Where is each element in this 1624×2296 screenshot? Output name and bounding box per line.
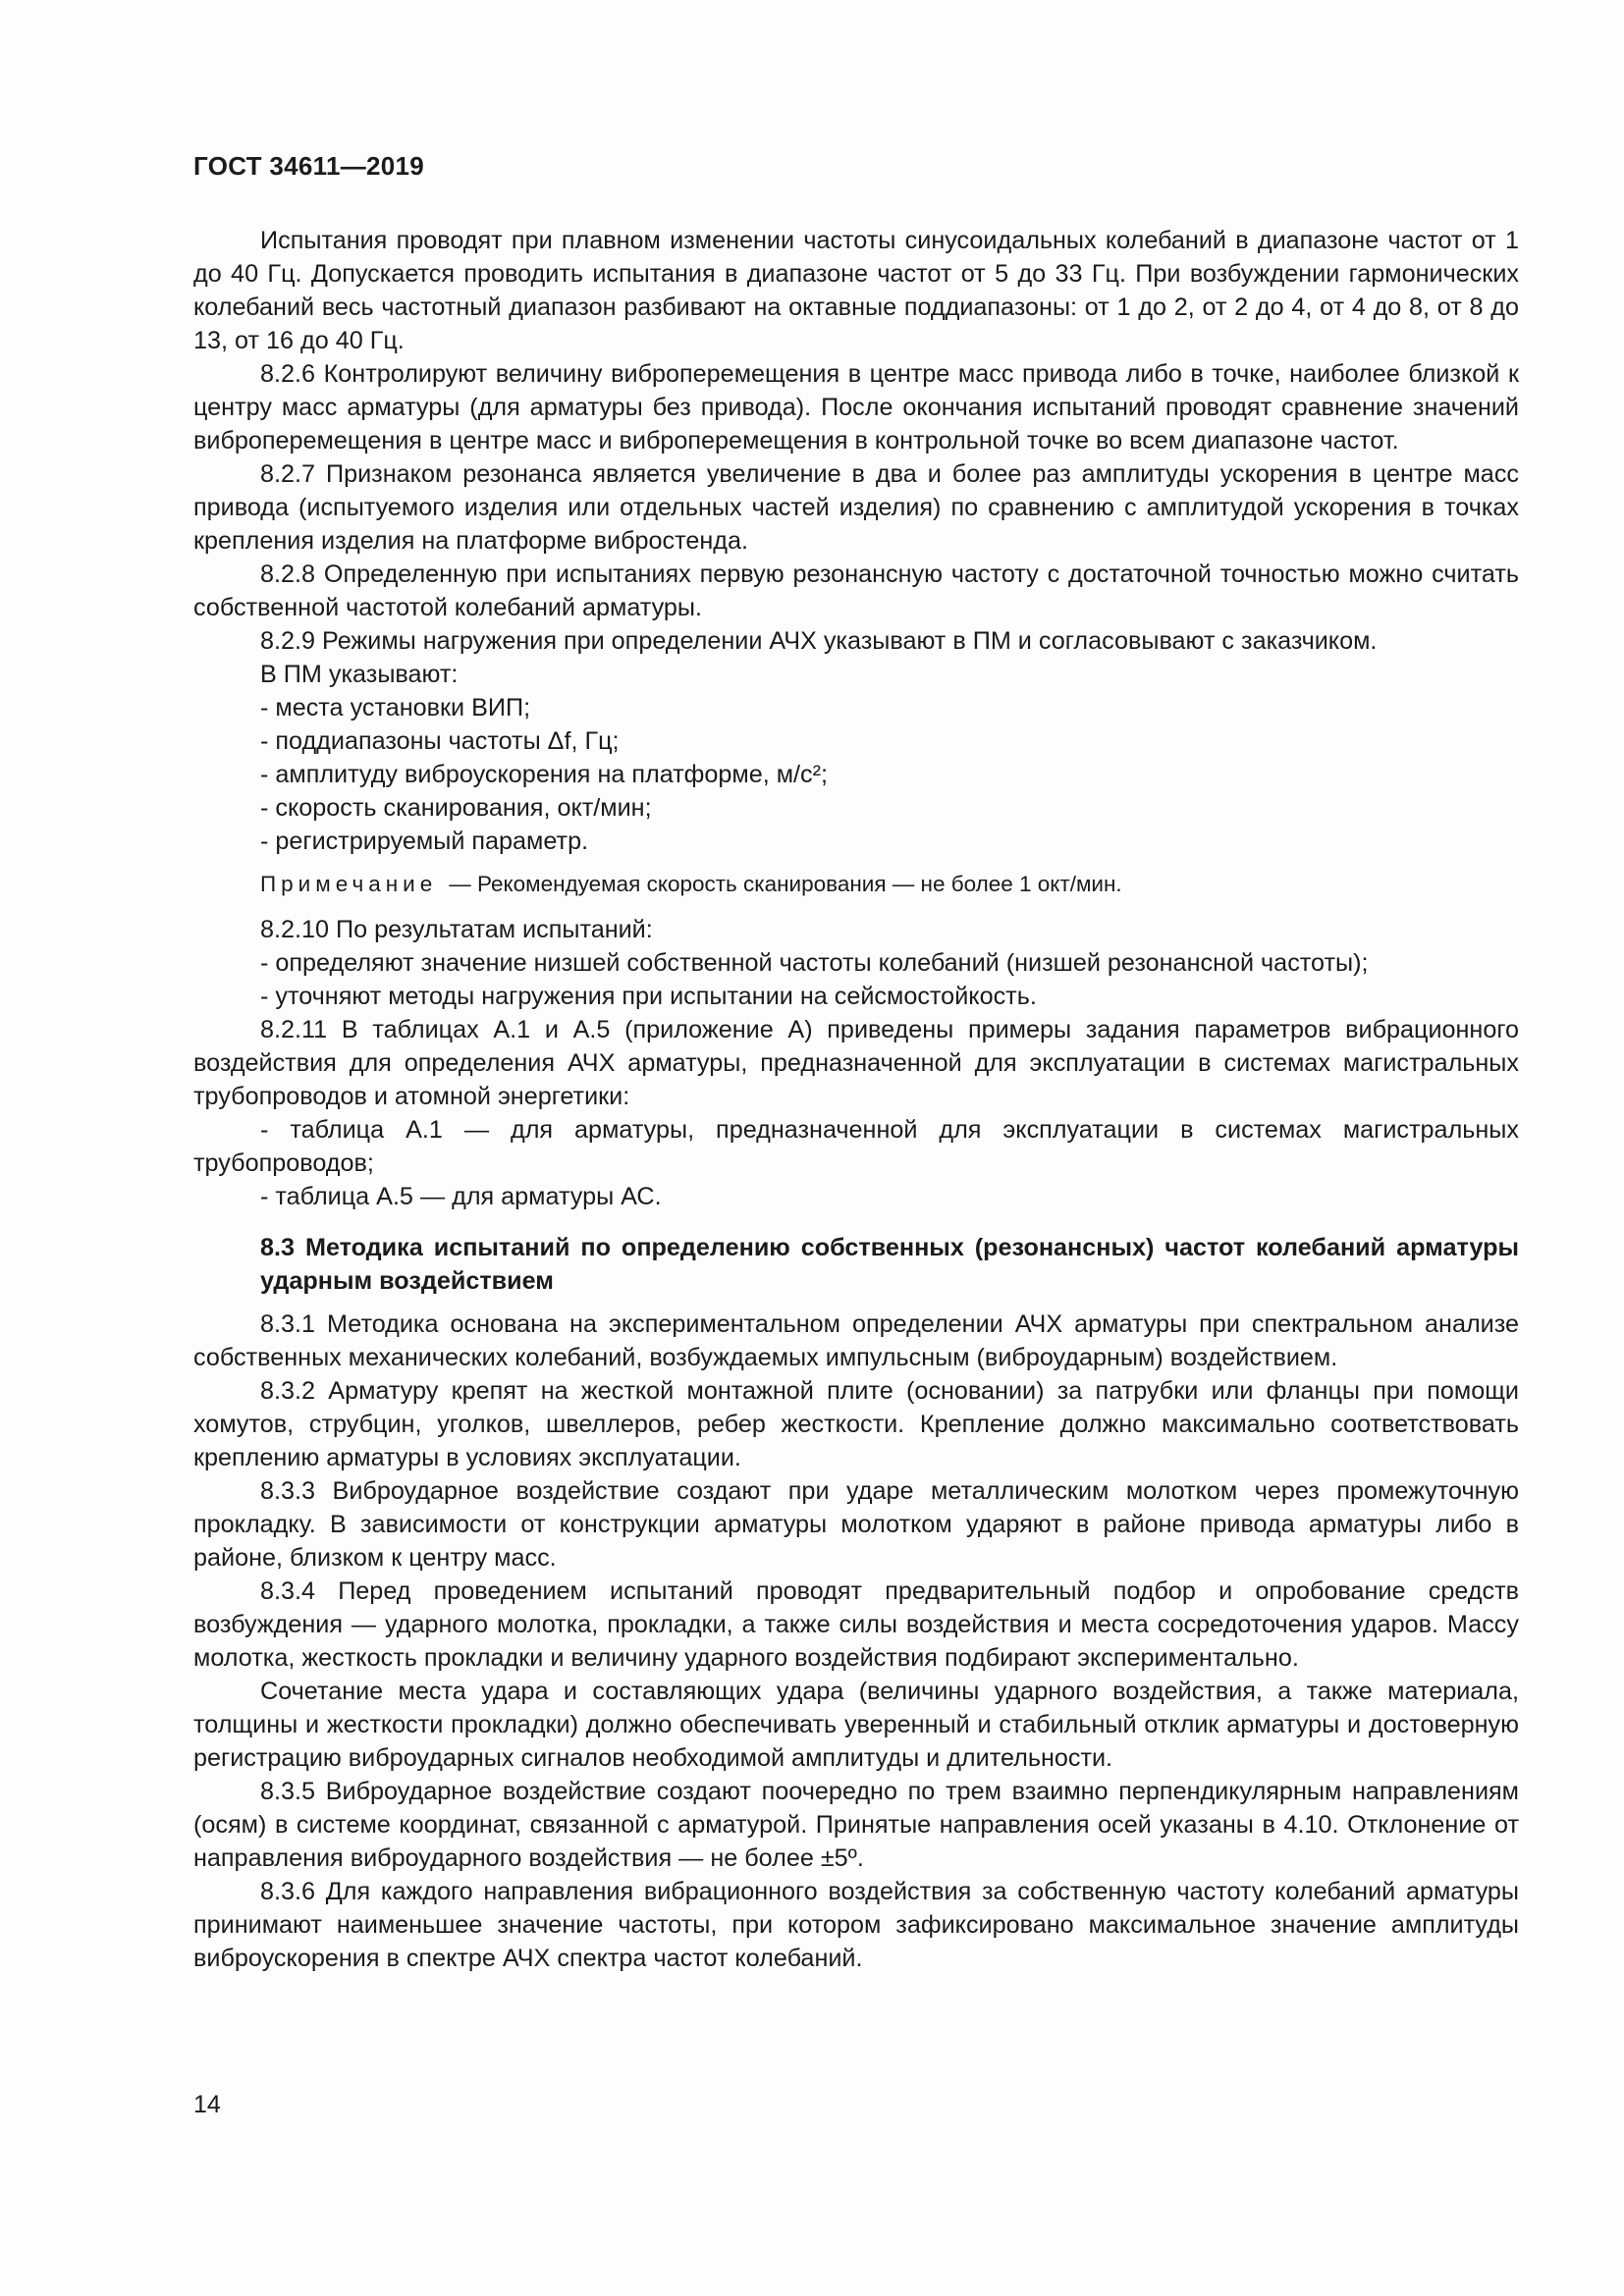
pm-intro: В ПМ указывают:: [260, 661, 459, 688]
paragraph-8-2-11: 8.2.11 В таблицах А.1 и А.5 (приложение А) приведены примеры задания параметров вибрационного воздействия для определения АЧХ арматуры, предназначенной для эксплуатации в системах магистральных трубопроводов и атомной энергетики:: [193, 1016, 1519, 1110]
paragraph-intro: Испытания проводят при плавном изменении частоты синусоидальных колебаний в диапазоне частот от 1 до 40 Гц. Допускается проводить испытания в диапазоне частот от 5 до 33 Гц. При возбуждении гармонических колебаний весь частотный диапазон разбивают на октавные поддиапазоны: от 1 до 2, от 2 до 4, от 4 до 8, от 8 до 13, от 16 до 40 Гц.: [193, 227, 1519, 354]
list-item: - уточняют методы нагружения при испытании на сейсмостойкость.: [260, 983, 1037, 1010]
list-item: - определяют значение низшей собственной частоты колебаний (низшей резонансной частоты);: [260, 949, 1369, 977]
page-number: 14: [193, 2091, 221, 2118]
list-item: - скорость сканирования, окт/мин;: [260, 794, 652, 822]
paragraph-8-3-4-cont: Сочетание места удара и составляющих удара (величины ударного воздействия, а также материала, толщины и жесткости прокладки) должно обеспечивать уверенный и стабильный отклик арматуры и достоверную регистрацию виброударных сигналов необходимой амплитуды и длительности.: [193, 1678, 1519, 1772]
list-item: - таблица А.1 — для арматуры, предназначенной для эксплуатации в системах магистральных трубопроводов;: [193, 1116, 1519, 1177]
paragraph-8-2-6: 8.2.6 Контролируют величину виброперемещения в центре масс привода либо в точке, наиболее близкой к центру масс арматуры (для арматуры без привода). После окончания испытаний проводят сравнение значений виброперемещения в центре масс и виброперемещения в контрольной точке во всем диапазоне частот.: [193, 360, 1519, 454]
list-item: - амплитуду виброускорения на платформе, м/с²;: [260, 761, 829, 788]
paragraph-8-3-3: 8.3.3 Виброударное воздействие создают при ударе металлическим молотком через промежуточную прокладку. В зависимости от конструкции арматуры молотком ударяют в районе привода арматуры либо в районе, близком к центру масс.: [193, 1477, 1519, 1572]
paragraph-8-2-8: 8.2.8 Определенную при испытаниях первую резонансную частоту с достаточной точностью можно считать собственной частотой колебаний арматуры.: [193, 561, 1519, 621]
list-item: - места установки ВИП;: [260, 694, 531, 721]
paragraph-8-2-7: 8.2.7 Признаком резонанса является увеличение в два и более раз амплитуды ускорения в центре масс привода (испытуемого изделия или отдельных частей изделия) по сравнению с амплитудой ускорения в точках крепления изделия на платформе вибростенда.: [193, 460, 1519, 555]
paragraph-8-2-10: 8.2.10 По результатам испытаний:: [260, 916, 653, 943]
paragraph-8-3-6: 8.3.6 Для каждого направления вибрационного воздействия за собственную частоту колебаний арматуры принимают наименьшее значение частоты, при котором зафиксировано максимальное значение амплитуды виброускорения в спектре АЧХ спектра частот колебаний.: [193, 1878, 1519, 1972]
note-text: — Рекомендуемая скорость сканирования — не более 1 окт/мин.: [449, 872, 1122, 896]
paragraph-8-3-5: 8.3.5 Виброударное воздействие создают поочередно по трем взаимно перпендикулярным направлениям (осям) в системе координат, связанной с арматурой. Принятые направления осей указаны в 4.10. Отклонение от направления виброударного воздействия — не более ±5º.: [193, 1778, 1519, 1872]
section-heading-8-3: 8.3 Методика испытаний по определению собственных (резонансных) частот колебаний арматуры ударным воздействием: [260, 1234, 1519, 1295]
paragraph-8-3-2: 8.3.2 Арматуру крепят на жесткой монтажной плите (основании) за патрубки или фланцы при помощи хомутов, струбцин, уголков, швеллеров, ребер жесткости. Крепление должно максимально соответствовать креплению арматуры в условиях эксплуатации.: [193, 1377, 1519, 1471]
document-body: [193, 224, 1519, 1975]
list-item: - регистрируемый параметр.: [260, 828, 589, 855]
list-item: - таблица А.5 — для арматуры АС.: [260, 1183, 662, 1210]
paragraph-8-2-9: 8.2.9 Режимы нагружения при определении АЧХ указывают в ПМ и согласовывают с заказчиком.: [260, 627, 1378, 655]
standard-header: ГОСТ 34611—2019: [193, 151, 425, 181]
note: [193, 868, 1519, 901]
paragraph-8-3-4: 8.3.4 Перед проведением испытаний проводят предварительный подбор и опробование средств возбуждения — ударного молотка, прокладки, а также силы воздействия и места сосредоточения ударов. Массу молотка, жесткость прокладки и величину ударного воздействия подбирают экспериментально.: [193, 1577, 1519, 1672]
note-label: Примечание: [260, 872, 438, 896]
paragraph-8-3-1: 8.3.1 Методика основана на экспериментальном определении АЧХ арматуры при спектральном анализе собственных механических колебаний, возбуждаемых импульсным (виброударным) воздействием.: [193, 1310, 1519, 1371]
list-item: - поддиапазоны частоты Δf, Гц;: [260, 727, 620, 755]
